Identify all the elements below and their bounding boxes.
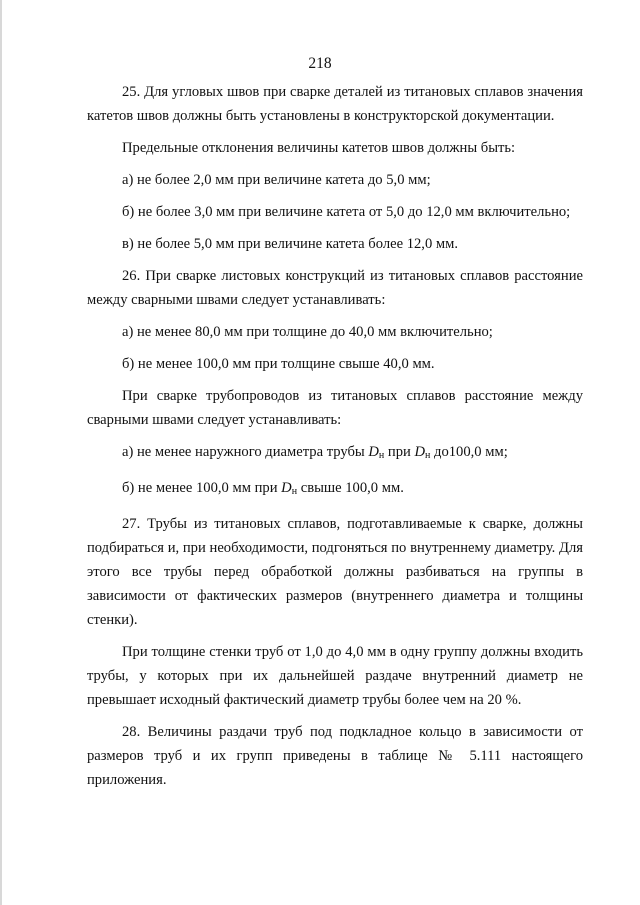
pipe-item-b-prefix: б) не менее 100,0 мм при bbox=[122, 480, 282, 496]
pipe-item-a-prefix: а) не менее наружного диаметра трубы bbox=[122, 444, 369, 460]
dn-subscript: н bbox=[425, 450, 431, 461]
pipe-spacing-item-b bbox=[87, 476, 583, 504]
paragraph-26: 26. При сварке листовых конструкций из титановых сплавов расстояние между сварными швами следует устанавливать: bbox=[87, 268, 583, 308]
paragraph-28: 28. Величины раздачи труб под подкладное кольцо в зависимости от размеров труб и их групп приведены в таблице № 5.111 настоящего приложения. bbox=[87, 724, 583, 788]
dn-subscript: н bbox=[291, 486, 298, 497]
deviation-item-a: а) не более 2,0 мм при величине катета до 5,0 мм; bbox=[122, 172, 431, 188]
paragraph-25: 25. Для угловых швов при сварке деталей из титановых сплавов значения катетов швов должны быть установлены в конструкторской документации. bbox=[87, 84, 583, 124]
pipe-item-b-suffix: свыше 100,0 мм. bbox=[297, 480, 404, 496]
deviation-item-b: б) не более 3,0 мм при величине катета от 5,0 до 12,0 мм включительно; bbox=[122, 204, 571, 220]
document-body bbox=[87, 80, 583, 792]
pipe-spacing-item-a bbox=[87, 440, 583, 468]
dn-subscript: н bbox=[378, 450, 385, 461]
dn-symbol: D bbox=[414, 444, 426, 460]
sheet-spacing-item-a: а) не менее 80,0 мм при толщине до 40,0 мм включительно; bbox=[122, 324, 493, 340]
dn-symbol: D bbox=[281, 480, 292, 496]
pipes-intro: При сварке трубопроводов из титановых сплавов расстояние между сварными швами следует устанавливать: bbox=[87, 388, 583, 428]
dn-symbol: D bbox=[368, 444, 379, 460]
pipe-item-a-suffix: до100,0 мм; bbox=[430, 444, 508, 460]
deviations-intro: Предельные отклонения величины катетов швов должны быть: bbox=[122, 140, 516, 156]
page-edge-shadow bbox=[0, 0, 2, 905]
deviation-item-c: в) не более 5,0 мм при величине катета более 12,0 мм. bbox=[122, 236, 459, 252]
sheet-spacing-item-b: б) не менее 100,0 мм при толщине свыше 40,0 мм. bbox=[122, 356, 435, 372]
paragraph-27-continued: При толщине стенки труб от 1,0 до 4,0 мм в одну группу должны входить трубы, у которых при их дальнейшей раздаче внутренний диаметр не превышает исходный фактический диаметр трубы более чем на 20 %. bbox=[87, 644, 583, 708]
page-number: 218 bbox=[308, 55, 332, 72]
paragraph-27: 27. Трубы из титановых сплавов, подготавливаемые к сварке, должны подбираться и, при необходимости, подгоняться по внутреннему диаметру. Для этого все трубы перед обработкой должны разбиваться на группы в зависимости от фактических размеров (внутреннего диаметра и толщины стенки). bbox=[87, 516, 583, 628]
pipe-item-a-middle: при bbox=[384, 444, 415, 460]
